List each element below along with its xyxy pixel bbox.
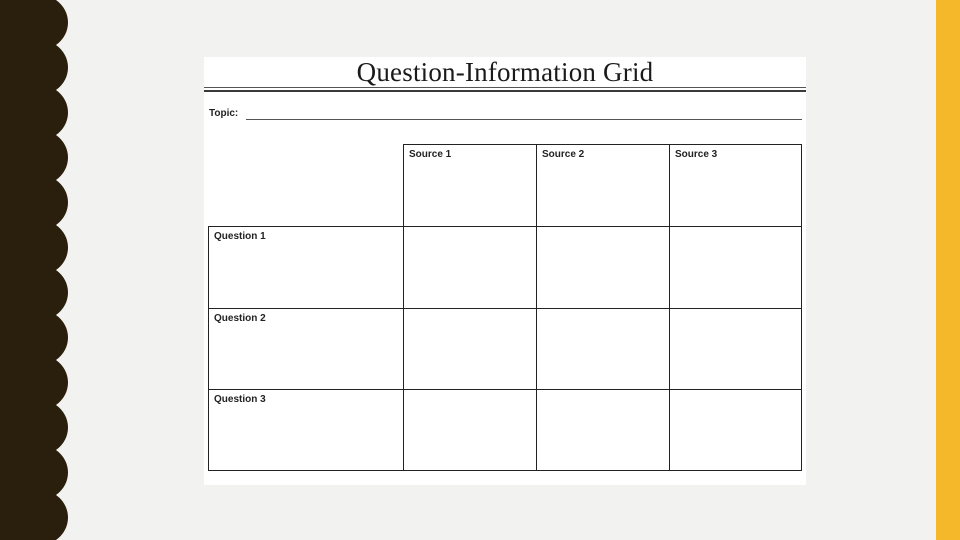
source-header-3-label: Source 3 <box>675 149 718 160</box>
question-header-3 <box>208 389 403 471</box>
source-header-2-label: Source 2 <box>542 149 585 160</box>
answer-cell-q2-s1[interactable] <box>403 308 536 389</box>
answer-cell-q2-s3[interactable] <box>669 308 802 389</box>
source-header-1 <box>403 144 536 226</box>
wavy-brown-band <box>0 0 72 540</box>
answer-cell-q3-s1[interactable] <box>403 389 536 471</box>
answer-cell-q1-s3[interactable] <box>669 226 802 308</box>
question-header-1-label: Question 1 <box>214 231 266 242</box>
worksheet <box>204 57 806 485</box>
answer-cell-q1-s2[interactable] <box>536 226 669 308</box>
title-underline <box>204 87 806 88</box>
source-header-3 <box>669 144 802 226</box>
answer-cell-q1-s1[interactable] <box>403 226 536 308</box>
worksheet-title: Question-Information Grid <box>356 57 654 87</box>
answer-cell-q2-s2[interactable] <box>536 308 669 389</box>
topic-field[interactable] <box>246 119 802 120</box>
question-header-2-label: Question 2 <box>214 313 266 324</box>
title-underline-double <box>204 90 806 92</box>
answer-cell-q3-s2[interactable] <box>536 389 669 471</box>
question-header-3-label: Question 3 <box>214 394 266 405</box>
yellow-accent-band <box>936 0 960 540</box>
source-header-1-label: Source 1 <box>409 149 452 160</box>
question-header-1 <box>208 226 403 308</box>
answer-cell-q3-s3[interactable] <box>669 389 802 471</box>
source-header-2 <box>536 144 669 226</box>
topic-label: Topic: <box>209 108 239 119</box>
question-header-2 <box>208 308 403 389</box>
